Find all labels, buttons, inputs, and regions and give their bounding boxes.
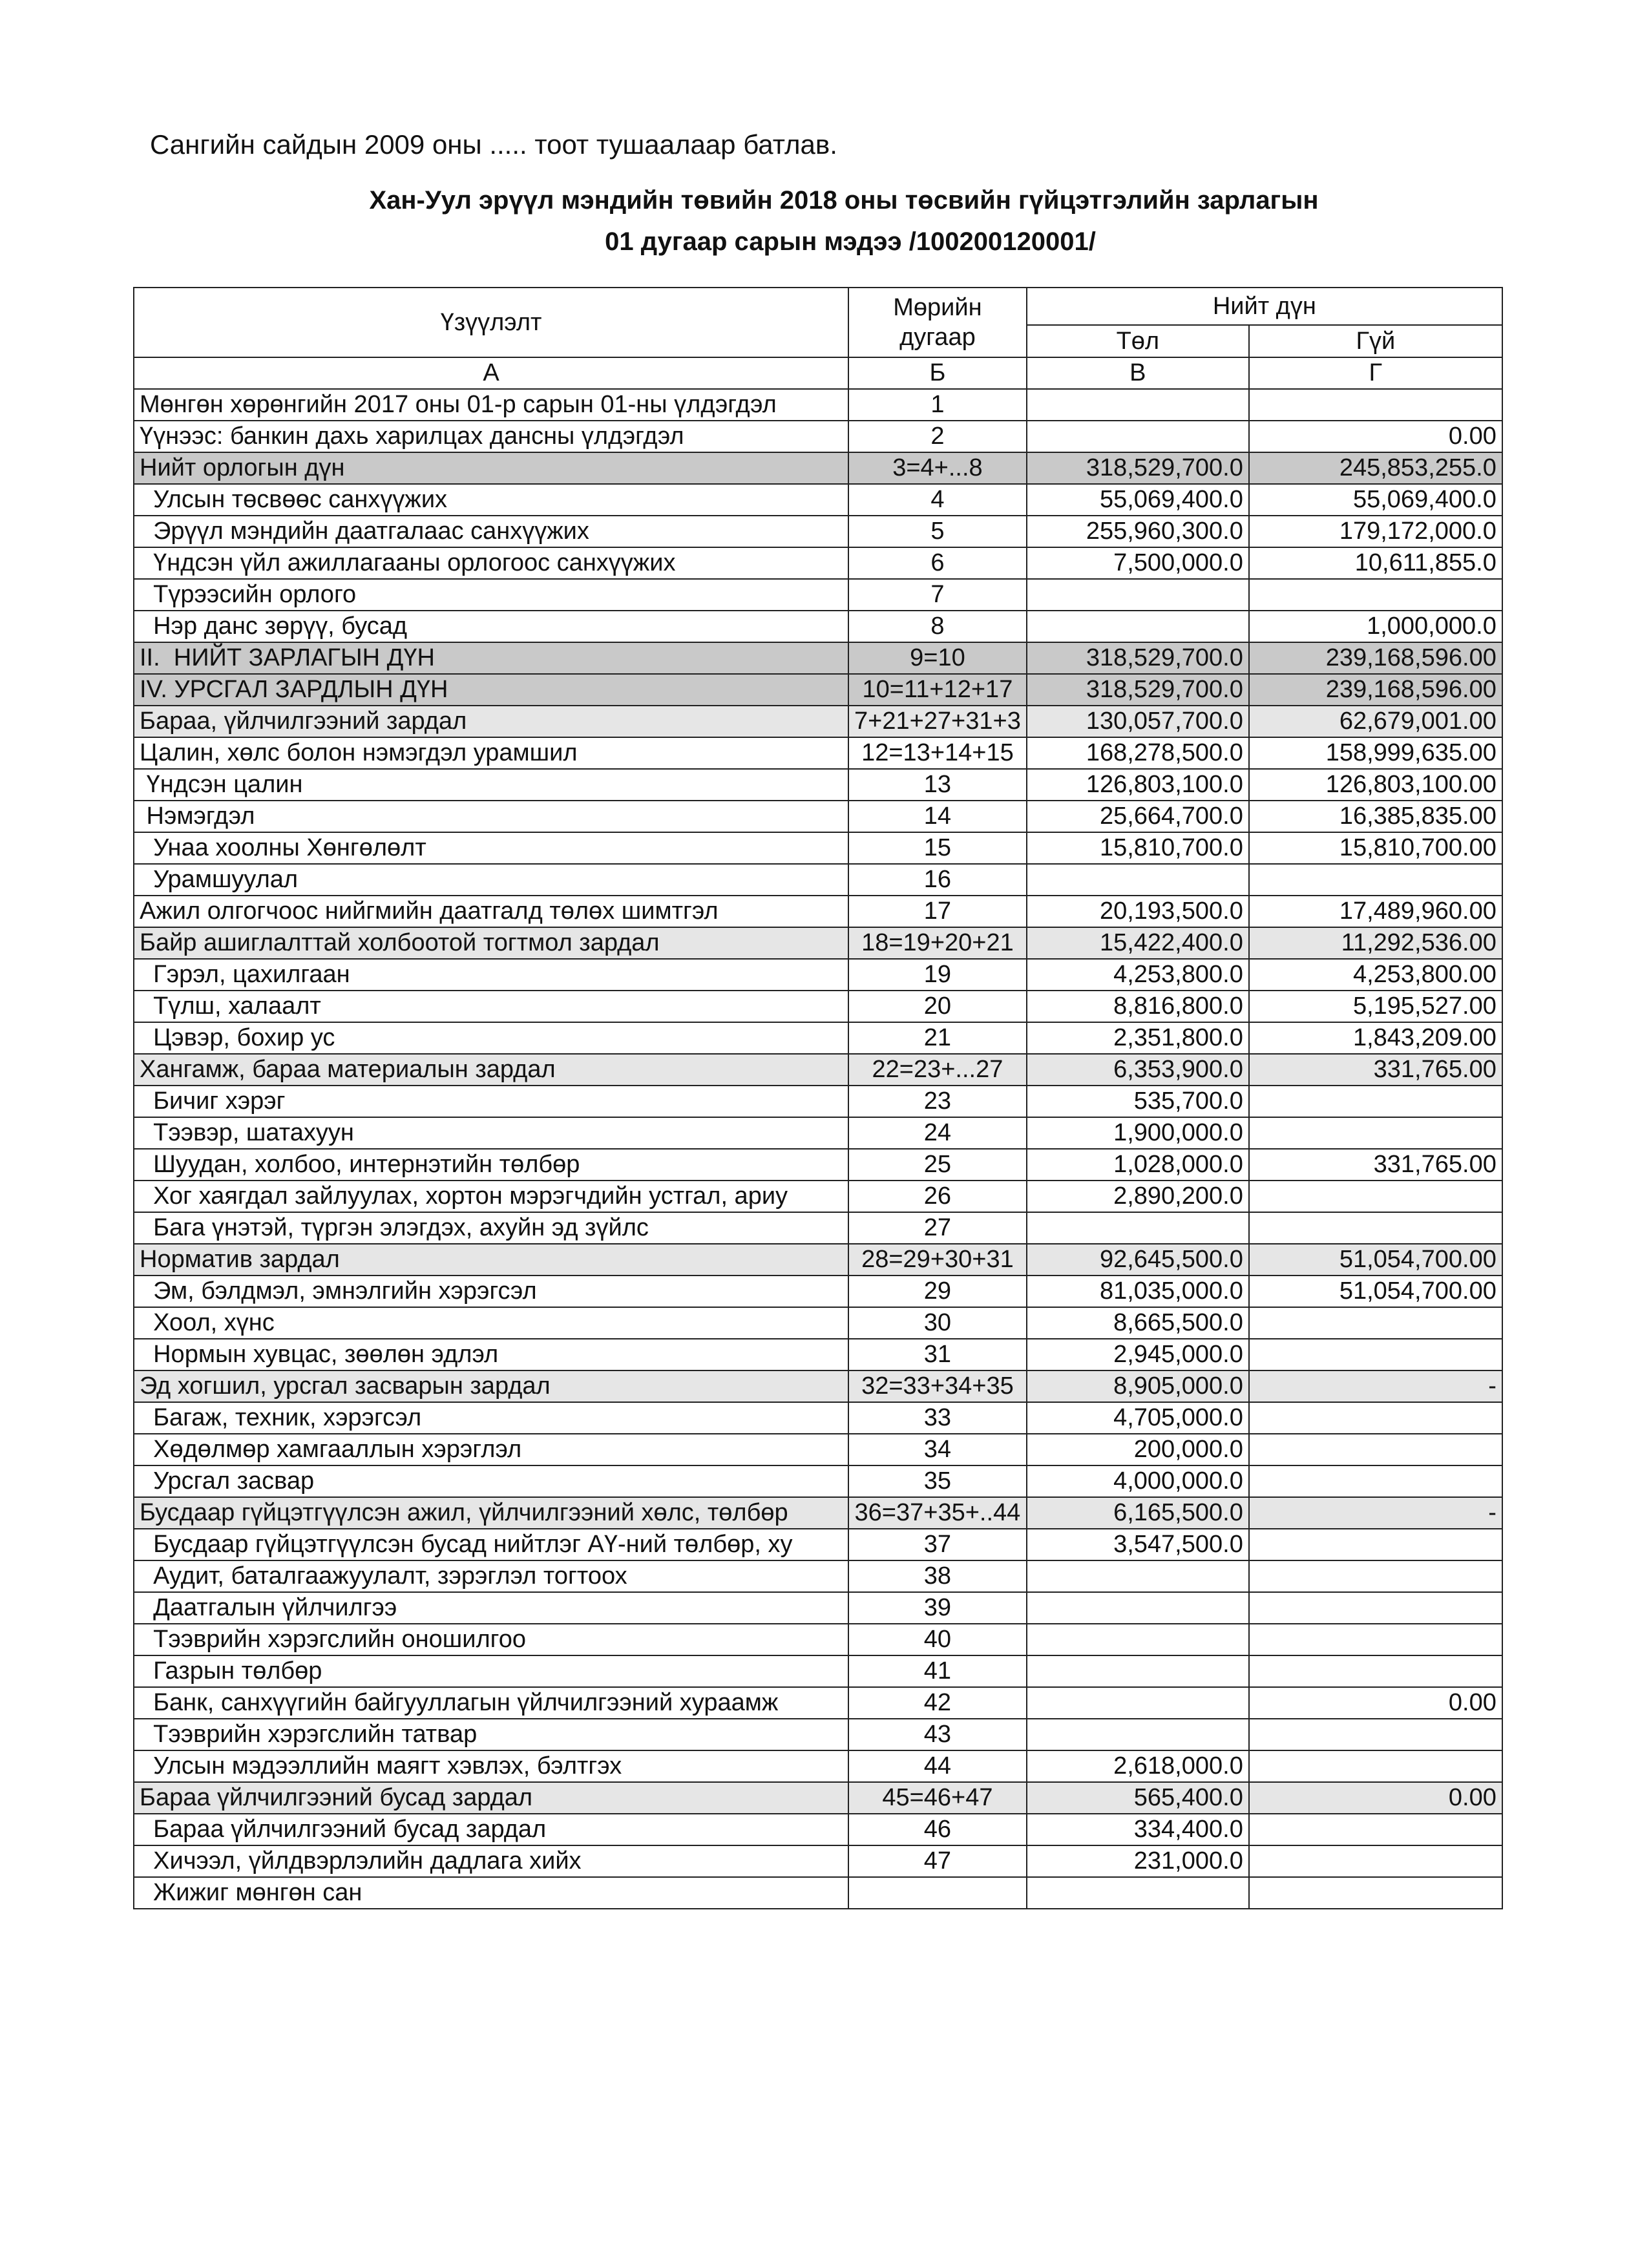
table-row — [134, 1370, 1502, 1402]
row-actual-value — [1249, 1655, 1502, 1687]
row-actual-value: 55,069,400.0 — [1249, 484, 1502, 516]
row-line-no: 15 — [848, 832, 1027, 864]
row-indicator: Бусдаар гүйцэтгүүлсэн бусад нийтлэг АҮ-ний төлбөр, ху — [134, 1529, 848, 1560]
row-plan-value: 4,253,800.0 — [1027, 959, 1249, 991]
row-indicator: Газрын төлбөр — [134, 1655, 848, 1687]
header-indicator: Үзүүлэлт — [134, 288, 848, 357]
row-actual-value: - — [1249, 1370, 1502, 1402]
row-indicator: Тээврийн хэрэгслийн оношилгоо — [134, 1624, 848, 1655]
row-actual-value — [1249, 1465, 1502, 1497]
row-plan-value: 318,529,700.0 — [1027, 674, 1249, 706]
row-line-no: 7+21+27+31+3 — [848, 706, 1027, 737]
table-row — [134, 1402, 1502, 1434]
row-indicator: Улсын төсвөөс санхүүжих — [134, 484, 848, 516]
row-plan-value — [1027, 421, 1249, 452]
table-row — [134, 927, 1502, 959]
row-plan-value: 7,500,000.0 — [1027, 547, 1249, 579]
row-plan-value — [1027, 1624, 1249, 1655]
table-row — [134, 1814, 1502, 1845]
report-body — [134, 389, 1502, 1909]
row-line-no: 29 — [848, 1276, 1027, 1307]
row-plan-value: 20,193,500.0 — [1027, 896, 1249, 927]
approval-note: Сангийн сайдын 2009 оны ..... тоот тушаалаар батлав. — [150, 129, 837, 160]
row-indicator: Шуудан, холбоо, интернэтийн төлбөр — [134, 1149, 848, 1181]
row-line-no: 27 — [848, 1212, 1027, 1244]
row-plan-value: 6,353,900.0 — [1027, 1054, 1249, 1086]
row-line-no: 18=19+20+21 — [848, 927, 1027, 959]
header-actual: Гүй — [1249, 325, 1502, 357]
row-line-no: 45=46+47 — [848, 1782, 1027, 1814]
table-row — [134, 1624, 1502, 1655]
row-actual-value — [1249, 1434, 1502, 1465]
row-plan-value: 318,529,700.0 — [1027, 452, 1249, 484]
row-plan-value — [1027, 1719, 1249, 1750]
row-actual-value — [1249, 1529, 1502, 1560]
row-actual-value: 158,999,635.00 — [1249, 737, 1502, 769]
table-row — [134, 1845, 1502, 1877]
row-indicator: Бараа үйлчилгээний бусад зардал — [134, 1814, 848, 1845]
row-indicator: Тээвэр, шатахуун — [134, 1117, 848, 1149]
row-indicator: Эрүүл мэндийн даатгалаас санхүүжих — [134, 516, 848, 547]
row-indicator: Нийт орлогын дүн — [134, 452, 848, 484]
row-indicator: Хог хаягдал зайлуулах, хортон мэрэгчдийн устгал, ариу — [134, 1181, 848, 1212]
row-plan-value: 92,645,500.0 — [1027, 1244, 1249, 1276]
row-line-no: 3=4+...8 — [848, 452, 1027, 484]
row-actual-value: 15,810,700.00 — [1249, 832, 1502, 864]
row-indicator: Түрээсийн орлого — [134, 579, 848, 611]
row-plan-value: 8,665,500.0 — [1027, 1307, 1249, 1339]
row-plan-value: 2,945,000.0 — [1027, 1339, 1249, 1370]
row-line-no: 46 — [848, 1814, 1027, 1845]
row-indicator: Хичээл, үйлдвэрлэлийн дадлага хийх — [134, 1845, 848, 1877]
table-row — [134, 1117, 1502, 1149]
table-row — [134, 674, 1502, 706]
table-row — [134, 1529, 1502, 1560]
table-row — [134, 1086, 1502, 1117]
row-line-no: 21 — [848, 1022, 1027, 1054]
row-line-no — [848, 1877, 1027, 1909]
row-actual-value — [1249, 1624, 1502, 1655]
row-indicator: II. НИЙТ ЗАРЛАГЫН ДҮН — [134, 642, 848, 674]
row-plan-value: 2,890,200.0 — [1027, 1181, 1249, 1212]
row-indicator: Даатгалын үйлчилгээ — [134, 1592, 848, 1624]
table-row — [134, 896, 1502, 927]
row-indicator: Цэвэр, бохир ус — [134, 1022, 848, 1054]
row-actual-value: 1,000,000.0 — [1249, 611, 1502, 642]
row-plan-value: 535,700.0 — [1027, 1086, 1249, 1117]
table-row — [134, 1149, 1502, 1181]
row-indicator: Багаж, техник, хэрэгсэл — [134, 1402, 848, 1434]
row-line-no: 23 — [848, 1086, 1027, 1117]
row-line-no: 4 — [848, 484, 1027, 516]
row-line-no: 37 — [848, 1529, 1027, 1560]
header-line-no: Мөрийн дугаар — [848, 288, 1027, 357]
row-plan-value: 200,000.0 — [1027, 1434, 1249, 1465]
row-indicator: Байр ашиглалттай холбоотой тогтмол зардал — [134, 927, 848, 959]
row-indicator: Жижиг мөнгөн сан — [134, 1877, 848, 1909]
row-plan-value: 130,057,700.0 — [1027, 706, 1249, 737]
row-plan-value: 15,422,400.0 — [1027, 927, 1249, 959]
row-plan-value: 81,035,000.0 — [1027, 1276, 1249, 1307]
row-line-no: 17 — [848, 896, 1027, 927]
row-line-no: 14 — [848, 801, 1027, 832]
row-actual-value: 0.00 — [1249, 1782, 1502, 1814]
row-actual-value: 245,853,255.0 — [1249, 452, 1502, 484]
row-line-no: 6 — [848, 547, 1027, 579]
row-actual-value: 126,803,100.00 — [1249, 769, 1502, 801]
row-actual-value — [1249, 1307, 1502, 1339]
table-row — [134, 832, 1502, 864]
report-subtitle: 01 дугаар сарын мэдээ /100200120001/ — [605, 227, 1096, 256]
row-plan-value — [1027, 579, 1249, 611]
table-row — [134, 1750, 1502, 1782]
table-row — [134, 737, 1502, 769]
row-plan-value: 3,547,500.0 — [1027, 1529, 1249, 1560]
table-row — [134, 1307, 1502, 1339]
row-line-no: 32=33+34+35 — [848, 1370, 1027, 1402]
table-row — [134, 389, 1502, 421]
row-actual-value: 11,292,536.00 — [1249, 927, 1502, 959]
row-plan-value — [1027, 1592, 1249, 1624]
row-plan-value: 6,165,500.0 — [1027, 1497, 1249, 1529]
row-indicator: Норматив зардал — [134, 1244, 848, 1276]
header-total: Нийт дүн — [1027, 288, 1502, 325]
table-row — [134, 706, 1502, 737]
row-actual-value: 16,385,835.00 — [1249, 801, 1502, 832]
row-plan-value — [1027, 1212, 1249, 1244]
row-actual-value: 331,765.00 — [1249, 1054, 1502, 1086]
row-plan-value: 1,900,000.0 — [1027, 1117, 1249, 1149]
row-plan-value — [1027, 1687, 1249, 1719]
table-row — [134, 1877, 1502, 1909]
row-line-no: 20 — [848, 991, 1027, 1022]
row-actual-value — [1249, 1339, 1502, 1370]
row-plan-value: 25,664,700.0 — [1027, 801, 1249, 832]
table-row — [134, 611, 1502, 642]
row-plan-value: 255,960,300.0 — [1027, 516, 1249, 547]
table-row — [134, 769, 1502, 801]
row-line-no: 25 — [848, 1149, 1027, 1181]
table-row — [134, 547, 1502, 579]
table-row — [134, 484, 1502, 516]
row-line-no: 12=13+14+15 — [848, 737, 1027, 769]
row-indicator: Урсгал засвар — [134, 1465, 848, 1497]
row-indicator: IV. УРСГАЛ ЗАРДЛЫН ДҮН — [134, 674, 848, 706]
row-actual-value — [1249, 1560, 1502, 1592]
table-row — [134, 1719, 1502, 1750]
row-indicator: Цалин, хөлс болон нэмэгдэл урамшил — [134, 737, 848, 769]
row-line-no: 47 — [848, 1845, 1027, 1877]
row-line-no: 22=23+...27 — [848, 1054, 1027, 1086]
table-row — [134, 642, 1502, 674]
row-actual-value: 179,172,000.0 — [1249, 516, 1502, 547]
row-actual-value: - — [1249, 1497, 1502, 1529]
row-indicator: Мөнгөн хөрөнгийн 2017 оны 01-р сарын 01-ны үлдэгдэл — [134, 389, 848, 421]
table-row — [134, 1244, 1502, 1276]
row-line-no: 38 — [848, 1560, 1027, 1592]
row-plan-value: 2,618,000.0 — [1027, 1750, 1249, 1782]
table-row — [134, 1434, 1502, 1465]
row-line-no: 42 — [848, 1687, 1027, 1719]
row-line-no: 2 — [848, 421, 1027, 452]
row-indicator: Тээврийн хэрэгслийн татвар — [134, 1719, 848, 1750]
row-actual-value — [1249, 1212, 1502, 1244]
table-row — [134, 959, 1502, 991]
row-line-no: 1 — [848, 389, 1027, 421]
row-indicator: Эд хогшил, урсгал засварын зардал — [134, 1370, 848, 1402]
row-indicator: Нэмэгдэл — [134, 801, 848, 832]
row-line-no: 30 — [848, 1307, 1027, 1339]
row-indicator: Бараа үйлчилгээний бусад зардал — [134, 1782, 848, 1814]
row-plan-value — [1027, 611, 1249, 642]
row-line-no: 10=11+12+17 — [848, 674, 1027, 706]
row-actual-value — [1249, 1719, 1502, 1750]
header-letter-a: А — [134, 357, 848, 389]
header-letter-v: В — [1027, 357, 1249, 389]
table-row — [134, 452, 1502, 484]
row-plan-value: 1,028,000.0 — [1027, 1149, 1249, 1181]
row-actual-value — [1249, 1117, 1502, 1149]
row-plan-value — [1027, 1877, 1249, 1909]
row-indicator: Хангамж, бараа материалын зардал — [134, 1054, 848, 1086]
row-line-no: 41 — [848, 1655, 1027, 1687]
table-row — [134, 1212, 1502, 1244]
row-actual-value — [1249, 864, 1502, 896]
row-indicator: Хоол, хүнс — [134, 1307, 848, 1339]
row-line-no: 13 — [848, 769, 1027, 801]
row-actual-value: 239,168,596.00 — [1249, 674, 1502, 706]
table-row — [134, 1655, 1502, 1687]
row-plan-value: 334,400.0 — [1027, 1814, 1249, 1845]
row-plan-value: 4,705,000.0 — [1027, 1402, 1249, 1434]
row-indicator: Үндсэн үйл ажиллагааны орлогоос санхүүжих — [134, 547, 848, 579]
row-indicator: Бичиг хэрэг — [134, 1086, 848, 1117]
table-row — [134, 864, 1502, 896]
row-line-no: 34 — [848, 1434, 1027, 1465]
row-line-no: 5 — [848, 516, 1027, 547]
row-indicator: Улсын мэдээллийн маягт хэвлэх, бэлтгэх — [134, 1750, 848, 1782]
row-line-no: 40 — [848, 1624, 1027, 1655]
row-indicator: Аудит, баталгаажуулалт, зэрэглэл тогтоох — [134, 1560, 848, 1592]
row-indicator: Эм, бэлдмэл, эмнэлгийн хэрэгсэл — [134, 1276, 848, 1307]
row-indicator: Урамшуулал — [134, 864, 848, 896]
table-row — [134, 1592, 1502, 1624]
row-actual-value: 0.00 — [1249, 1687, 1502, 1719]
row-actual-value — [1249, 1814, 1502, 1845]
row-actual-value — [1249, 1750, 1502, 1782]
row-indicator: Үүнээс: банкин дахь харилцах дансны үлдэгдэл — [134, 421, 848, 452]
row-actual-value: 4,253,800.00 — [1249, 959, 1502, 991]
row-actual-value — [1249, 1592, 1502, 1624]
row-plan-value: 126,803,100.0 — [1027, 769, 1249, 801]
row-plan-value — [1027, 864, 1249, 896]
row-plan-value: 231,000.0 — [1027, 1845, 1249, 1877]
row-indicator: Үндсэн цалин — [134, 769, 848, 801]
row-indicator: Банк, санхүүгийн байгууллагын үйлчилгээний хураамж — [134, 1687, 848, 1719]
row-line-no: 24 — [848, 1117, 1027, 1149]
row-plan-value: 8,816,800.0 — [1027, 991, 1249, 1022]
row-plan-value: 4,000,000.0 — [1027, 1465, 1249, 1497]
table-row — [134, 1782, 1502, 1814]
table-row — [134, 991, 1502, 1022]
row-actual-value: 51,054,700.00 — [1249, 1276, 1502, 1307]
row-actual-value — [1249, 1845, 1502, 1877]
row-plan-value: 318,529,700.0 — [1027, 642, 1249, 674]
row-plan-value: 2,351,800.0 — [1027, 1022, 1249, 1054]
row-plan-value — [1027, 1655, 1249, 1687]
row-line-no: 39 — [848, 1592, 1027, 1624]
row-line-no: 9=10 — [848, 642, 1027, 674]
row-indicator: Унаа хоолны Хөнгөлөлт — [134, 832, 848, 864]
table-row — [134, 516, 1502, 547]
row-line-no: 44 — [848, 1750, 1027, 1782]
row-indicator: Бараа, үйлчилгээний зардал — [134, 706, 848, 737]
table-row — [134, 1276, 1502, 1307]
row-actual-value: 1,843,209.00 — [1249, 1022, 1502, 1054]
row-line-no: 28=29+30+31 — [848, 1244, 1027, 1276]
row-actual-value — [1249, 389, 1502, 421]
row-actual-value: 17,489,960.00 — [1249, 896, 1502, 927]
row-indicator: Бусдаар гүйцэтгүүлсэн ажил, үйлчилгээний хөлс, төлбөр — [134, 1497, 848, 1529]
row-indicator: Гэрэл, цахилгаан — [134, 959, 848, 991]
table-row — [134, 579, 1502, 611]
row-line-no: 19 — [848, 959, 1027, 991]
row-actual-value — [1249, 1086, 1502, 1117]
row-actual-value — [1249, 579, 1502, 611]
row-line-no: 43 — [848, 1719, 1027, 1750]
row-line-no: 31 — [848, 1339, 1027, 1370]
row-actual-value: 0.00 — [1249, 421, 1502, 452]
row-actual-value: 239,168,596.00 — [1249, 642, 1502, 674]
row-actual-value — [1249, 1402, 1502, 1434]
row-line-no: 33 — [848, 1402, 1027, 1434]
report-title: Хан-Уул эрүүл мэндийн төвийн 2018 оны төсвийн гүйцэтгэлийн зарлагын — [369, 186, 1319, 215]
header-letter-g: Г — [1249, 357, 1502, 389]
header-plan: Төл — [1027, 325, 1249, 357]
row-line-no: 16 — [848, 864, 1027, 896]
row-indicator: Нормын хувцас, зөөлөн эдлэл — [134, 1339, 848, 1370]
row-indicator: Нэр данс зөрүү, бусад — [134, 611, 848, 642]
row-line-no: 7 — [848, 579, 1027, 611]
header-letter-b: Б — [848, 357, 1027, 389]
row-indicator: Түлш, халаалт — [134, 991, 848, 1022]
table-row — [134, 1339, 1502, 1370]
table-row — [134, 421, 1502, 452]
table-row — [134, 1497, 1502, 1529]
row-plan-value: 168,278,500.0 — [1027, 737, 1249, 769]
row-actual-value — [1249, 1181, 1502, 1212]
row-plan-value — [1027, 389, 1249, 421]
row-actual-value — [1249, 1877, 1502, 1909]
row-actual-value: 51,054,700.00 — [1249, 1244, 1502, 1276]
row-indicator: Хөдөлмөр хамгааллын хэрэглэл — [134, 1434, 848, 1465]
row-plan-value: 565,400.0 — [1027, 1782, 1249, 1814]
row-plan-value — [1027, 1560, 1249, 1592]
row-line-no: 26 — [848, 1181, 1027, 1212]
row-line-no: 35 — [848, 1465, 1027, 1497]
row-plan-value: 55,069,400.0 — [1027, 484, 1249, 516]
table-row — [134, 1560, 1502, 1592]
table-row — [134, 1181, 1502, 1212]
table-row — [134, 1687, 1502, 1719]
table-row — [134, 1022, 1502, 1054]
table-row — [134, 1465, 1502, 1497]
row-actual-value: 5,195,527.00 — [1249, 991, 1502, 1022]
row-plan-value: 8,905,000.0 — [1027, 1370, 1249, 1402]
row-line-no: 36=37+35+..44 — [848, 1497, 1027, 1529]
row-indicator: Бага үнэтэй, түргэн элэгдэх, ахуйн эд зүйлс — [134, 1212, 848, 1244]
table-row — [134, 801, 1502, 832]
row-plan-value: 15,810,700.0 — [1027, 832, 1249, 864]
table-row — [134, 1054, 1502, 1086]
expense-report-table — [133, 287, 1503, 1909]
row-line-no: 8 — [848, 611, 1027, 642]
row-actual-value: 331,765.00 — [1249, 1149, 1502, 1181]
row-actual-value: 10,611,855.0 — [1249, 547, 1502, 579]
row-indicator: Ажил олгогчоос нийгмийн даатгалд төлөх шимтгэл — [134, 896, 848, 927]
row-actual-value: 62,679,001.00 — [1249, 706, 1502, 737]
